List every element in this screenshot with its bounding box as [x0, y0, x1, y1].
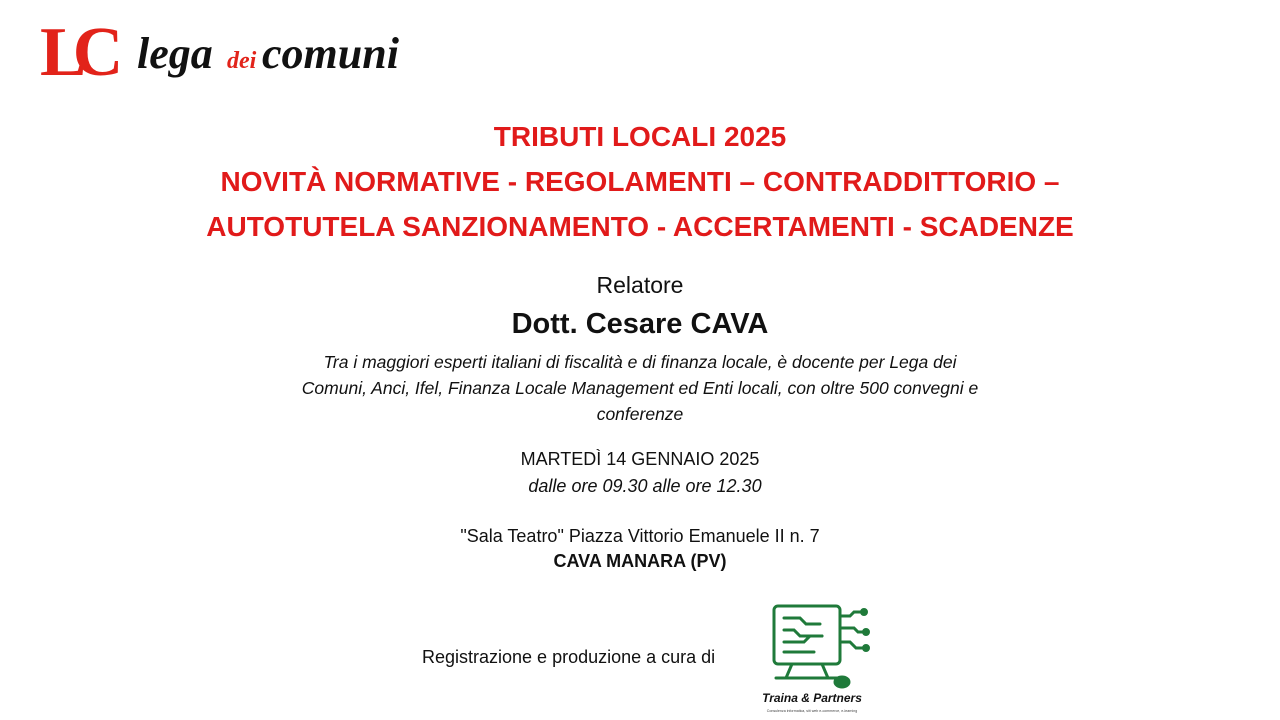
event-city: CAVA MANARA (PV) [553, 551, 727, 571]
title-line-3: AUTOTUTELA SANZIONAMENTO - ACCERTAMENTI - SCADENZE [206, 211, 1074, 242]
logo-word-comuni: comuni [262, 29, 399, 78]
event-time: dalle ore 09.30 alle ore 12.30 [528, 476, 762, 496]
computer-circuit-icon [774, 606, 869, 687]
logo-letter-l: LC [40, 14, 110, 86]
title-line-2: NOVITÀ NORMATIVE - REGOLAMENTI – CONTRADDITTORIO – [220, 166, 1060, 197]
title-line-1: TRIBUTI LOCALI 2025 [493, 121, 787, 152]
partner-tagline: Consulenza informatica, siti web e-commerce, e-learning [766, 709, 858, 713]
event-date: MARTEDÌ 14 GENNAIO 2025 [520, 449, 760, 469]
production-credits: Registrazione e produzione a cura di [422, 647, 716, 667]
logo-word-dei: dei [227, 48, 257, 74]
traina-partners-logo [746, 598, 878, 716]
speaker-bio: Tra i maggiori esperti italiani di fiscalità e di finanza locale, è docente per Lega dei Comuni, Anci, Ifel, Finanza Locale Management ed Enti locali, con oltre 500 convegni e conferenze [301, 352, 979, 424]
event-title [0, 114, 1280, 249]
speaker-role: Relatore [596, 272, 684, 298]
logo-word-lega: lega [137, 29, 213, 78]
partner-name: Traina & Partners [762, 691, 862, 705]
event-venue: "Sala Teatro" Piazza Vittorio Emanuele II n. 7 [460, 526, 820, 546]
lega-dei-comuni-logo [40, 12, 440, 86]
speaker-name: Dott. Cesare CAVA [511, 308, 769, 340]
